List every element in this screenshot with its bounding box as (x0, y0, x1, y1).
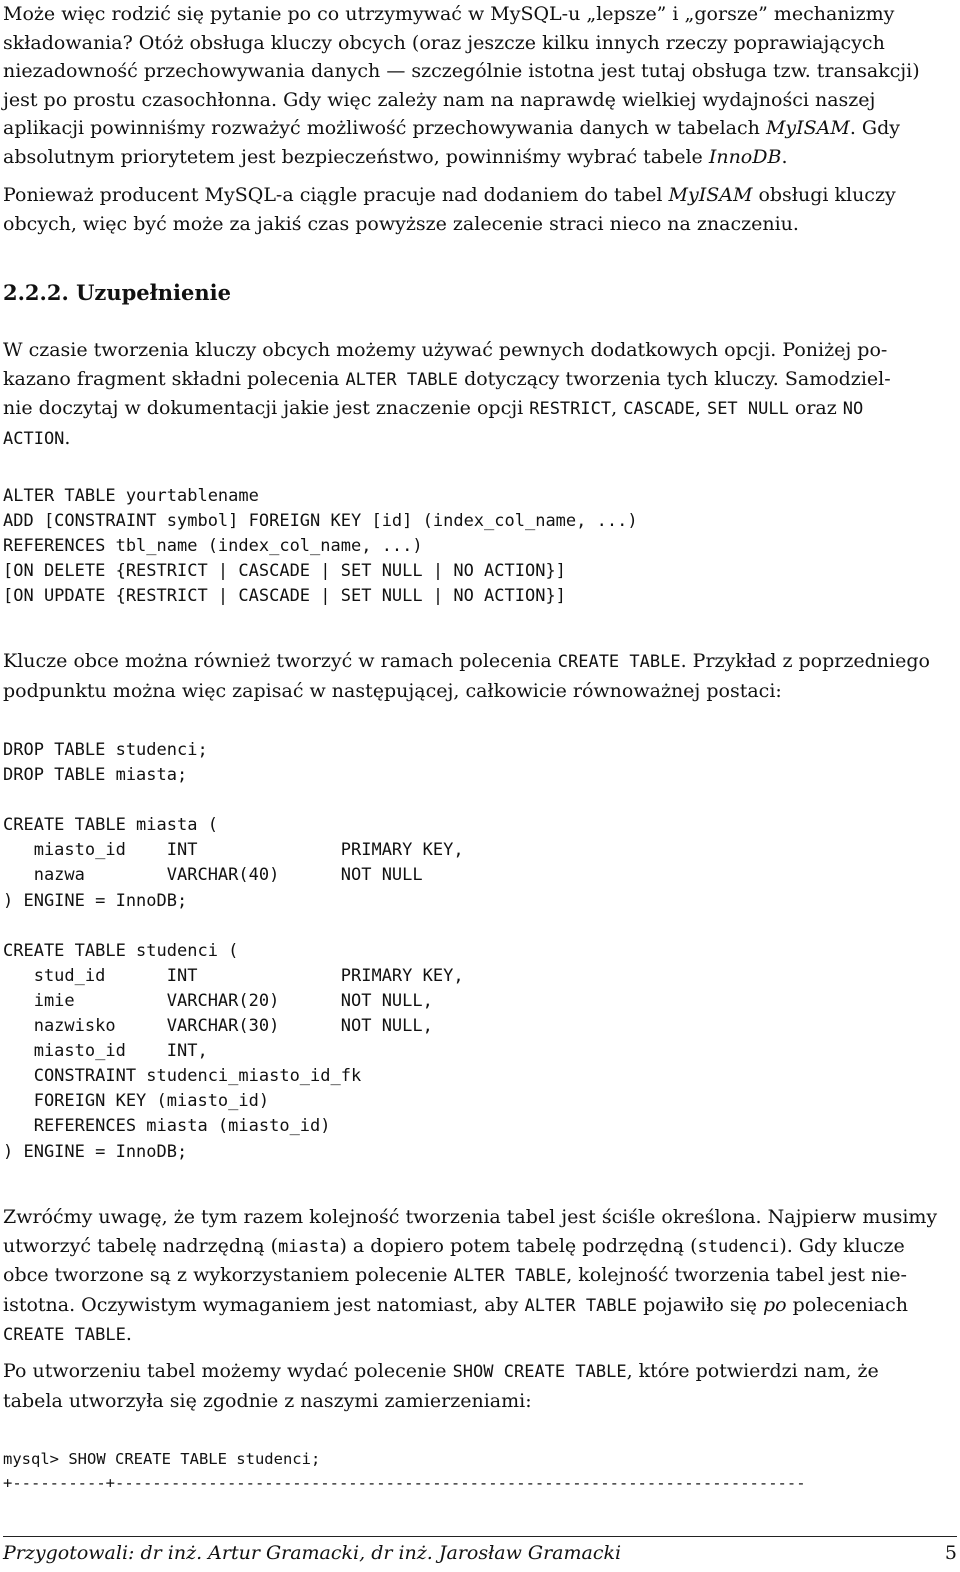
text-run: ) a dopiero potem tabelę podrzędną ( (339, 1234, 698, 1257)
text-run: aplikacji powinniśmy rozważyć możliwość przechowywania danych w tabelach (3, 117, 766, 140)
text-run: . Przykład z poprzedniego (680, 650, 930, 672)
inline-code: studenci (697, 1236, 780, 1257)
text-run: dotyczący tworzenia tych kluczy. Samodziel- (458, 367, 891, 390)
inline-code: ACTION (3, 428, 65, 449)
text-line (3, 1291, 957, 1321)
footer-authors: Przygotowali: dr inż. Artur Gramacki, dr inż. Jarosław Gramacki (3, 1542, 622, 1564)
paragraph-order (3, 1203, 957, 1350)
text-line: W czasie tworzenia kluczy obcych możemy używać pewnych dodatkowych opcji. Poniżej po- (3, 339, 888, 361)
text-run: ). Gdy klucze (779, 1234, 905, 1257)
text-run: , (611, 397, 624, 420)
inline-code: NO (842, 399, 864, 420)
text-line: tabela utworzyła się zgodnie z naszymi zamierzeniami: (3, 1389, 532, 1412)
text-run: istotna. Oczywistym wymaganiem jest natomiast, aby (3, 1293, 525, 1316)
text-line (3, 143, 957, 172)
text-run: poleceniach (786, 1293, 908, 1316)
inline-code: miasta (278, 1236, 340, 1257)
code-block-create-tables: DROP TABLE studenci; DROP TABLE miasta; CREATE TABLE miasta ( miasto_id INT PRIMARY KEY, nazwa VARCHAR(40) NOT NULL ) ENGINE = InnoDB; CREATE TABLE studenci ( stud_id INT PRIMARY KEY, imie VARCHAR(20) NOT NULL, nazwisko VARCHAR(30) NOT NULL, miasto_id INT, CONSTRAINT studenci_miasto_id_fk FOREIGN KEY (miasto_id) REFERENCES miasta (miasto_id) ) ENGINE = InnoDB; (3, 740, 464, 1162)
paragraph-create-table (3, 647, 957, 705)
emphasis-myisam: MyISAM (765, 117, 850, 140)
text-line: podpunktu można więc zapisać w następującej, całkowicie równoważnej postaci: (3, 679, 782, 702)
text-line (3, 1357, 957, 1387)
emphasis-innodb: InnoDB (708, 145, 782, 168)
text-run: , (694, 397, 707, 420)
inline-code: SET NULL (706, 399, 789, 420)
text-run: obsługi kluczy (752, 184, 896, 206)
inline-code: ALTER TABLE (345, 369, 459, 390)
section-heading: 2.2.2. Uzupełnienie (3, 280, 231, 305)
emphasis-po: po (763, 1293, 787, 1316)
inline-code: CREATE TABLE (3, 1325, 126, 1346)
text-run: Ponieważ producent MySQL-a ciągle pracuje nad dodaniem do tabel (3, 184, 669, 206)
text-run: . Gdy (849, 117, 900, 140)
text-run: Klucze obce można również tworzyć w ramach polecenia (3, 650, 558, 672)
text-line (3, 1232, 957, 1262)
text-run: kazano fragment składni polecenia (3, 367, 346, 390)
text-line (3, 114, 957, 143)
text-line (3, 365, 957, 395)
inline-code: ALTER TABLE (453, 1266, 567, 1287)
paragraph-storage-engines (3, 0, 957, 172)
text-line (3, 647, 957, 677)
inline-code: SHOW CREATE TABLE (452, 1362, 627, 1382)
text-run: . (125, 1323, 132, 1346)
text-line: jest po prostu czasochłonna. Gdy więc zależy nam na naprawdę wielkiej wydajności naszej (3, 88, 876, 111)
text-line: Może więc rodzić się pytanie po co utrzymywać w MySQL-u „lepsze” i „gorsze” mechanizmy (3, 3, 895, 25)
text-line (3, 1320, 957, 1350)
inline-code: CASCADE (623, 399, 695, 420)
text-line: składowania? Otóż obsługa kluczy obcych (oraz jeszcze kilku innych rzeczy poprawiających (3, 31, 885, 54)
text-run: obce tworzone są z wykorzystaniem polecenie (3, 1264, 454, 1287)
text-run: . (64, 426, 71, 449)
text-run: oraz (788, 397, 843, 420)
text-run: , które potwierdzi nam, że (626, 1360, 879, 1382)
page-number: 5 (944, 1542, 957, 1564)
text-line (3, 424, 957, 454)
inline-code: ALTER TABLE (524, 1295, 638, 1316)
text-run: pojawiło się (637, 1293, 763, 1316)
text-line: obcych, więc być może za jakiś czas powyższe zalecenie straci nieco na znaczeniu. (3, 212, 799, 235)
paragraph-options (3, 336, 957, 453)
code-block-mysql-output: mysql> SHOW CREATE TABLE studenci; +----------+-------------------------------------------------------------------------- (3, 1450, 806, 1492)
text-line: Zwróćmy uwagę, że tym razem kolejność tworzenia tabel jest ściśle określona. Najpierw musimy (3, 1206, 938, 1228)
emphasis-myisam: MyISAM (668, 184, 753, 206)
text-line: niezadowność przechowywania danych — szczególnie istotna jest tutaj obsługa tzw. transakcji) (3, 60, 920, 83)
text-line (3, 1261, 957, 1291)
inline-code: CREATE TABLE (557, 652, 681, 672)
paragraph-show-create (3, 1357, 957, 1415)
text-run: nie doczytaj w dokumentacji jakie jest znaczenie opcji (3, 397, 530, 420)
footer-divider (3, 1536, 957, 1537)
text-run: . (781, 145, 788, 168)
paragraph-myisam-note (3, 181, 957, 238)
text-line (3, 394, 957, 424)
text-run: Po utworzeniu tabel możemy wydać polecenie (3, 1360, 453, 1382)
text-run: , kolejność tworzenia tabel jest nie- (566, 1264, 907, 1287)
text-run: utworzyć tabelę nadrzędną ( (3, 1234, 279, 1257)
code-block-alter-table: ALTER TABLE yourtablename ADD [CONSTRAINT symbol] FOREIGN KEY [id] (index_col_name, ...) REFERENCES tbl_name (index_col_name, ...) [ON DELETE {RESTRICT | CASCADE | SET NULL | NO ACTION}] [ON UPDATE {RESTRICT | CASCADE | SET NULL | NO ACTION}] (3, 486, 638, 607)
text-line (3, 181, 957, 210)
inline-code: RESTRICT (529, 399, 612, 420)
text-run: absolutnym priorytetem jest bezpieczeństwo, powinniśmy wybrać tabele (3, 145, 709, 168)
